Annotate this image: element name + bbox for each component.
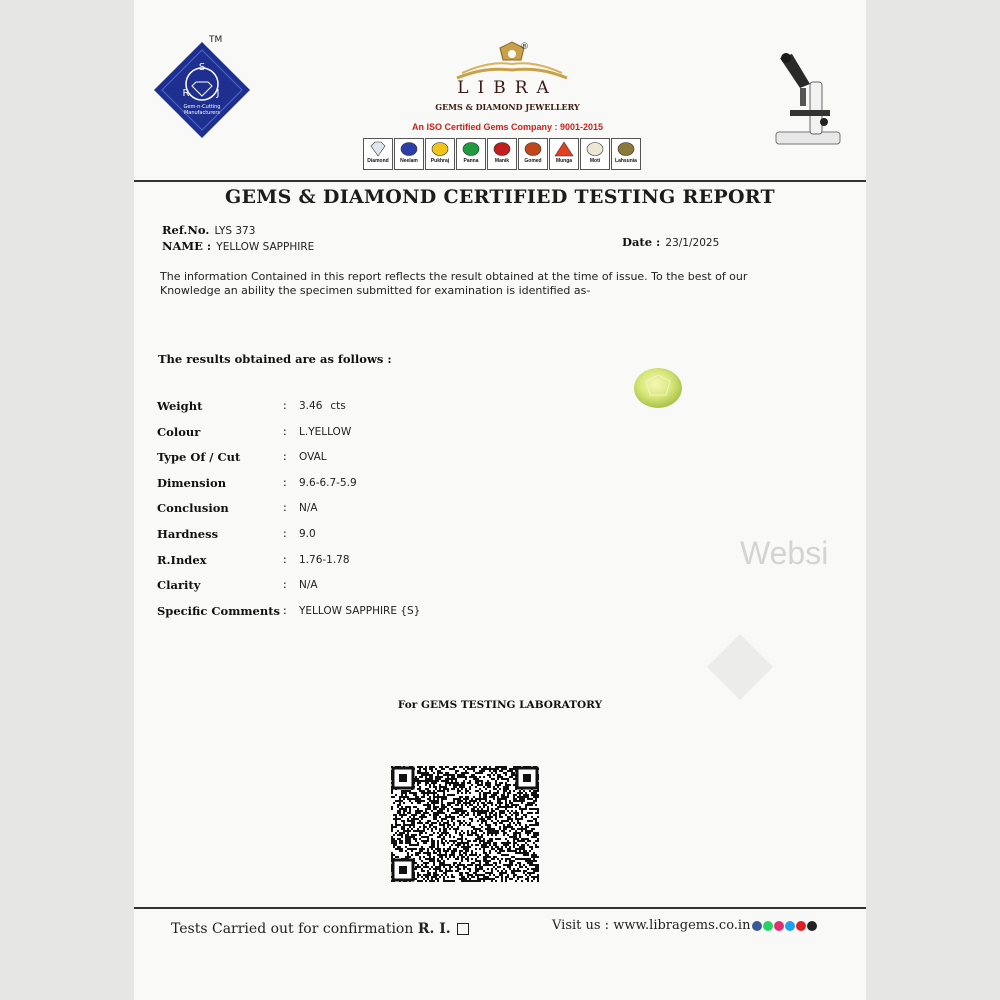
- facebook-icon[interactable]: [752, 921, 762, 931]
- result-value: [299, 400, 346, 412]
- registered-mark: ®: [520, 42, 529, 52]
- result-colon: :: [283, 424, 287, 438]
- ruby-icon: [492, 141, 512, 157]
- pinterest-icon[interactable]: [807, 921, 817, 931]
- result-value-text: N/A: [299, 579, 318, 592]
- emerald-icon: [461, 141, 481, 157]
- ref-label: Ref.No.: [162, 223, 210, 237]
- result-value-text: L.YELLOW: [299, 425, 352, 438]
- gemstone-label: Gomed: [524, 158, 542, 164]
- result-label: Specific Comments: [157, 603, 281, 618]
- svg-text:S: S: [198, 62, 206, 73]
- gemstone-label: Manik: [494, 158, 510, 164]
- result-row: [157, 501, 557, 521]
- yellow-sapphire-icon: [430, 141, 450, 157]
- result-label: R.Index: [157, 552, 207, 567]
- instagram-icon[interactable]: [774, 921, 784, 931]
- tests-text: Tests Carried out for confirmation: [171, 921, 414, 937]
- gemstone-label: Panna: [463, 158, 479, 164]
- result-value: [299, 579, 318, 591]
- visit-text[interactable]: Visit us : www.libragems.co.in: [552, 918, 751, 933]
- result-value-text: N/A: [299, 502, 318, 515]
- result-colon: :: [283, 475, 287, 489]
- result-value-text: 9.6-6.7-5.9: [299, 476, 357, 489]
- gemstone-label: Lahsunia: [615, 158, 637, 164]
- gemstone-tile: [549, 138, 579, 170]
- gemstone-photo: [624, 363, 692, 413]
- result-value: [299, 426, 351, 438]
- svg-text:Manufacturers: Manufacturers: [183, 110, 221, 116]
- result-colon: :: [283, 527, 287, 540]
- result-label: Hardness: [157, 527, 219, 541]
- microscope-icon: [770, 52, 846, 152]
- result-row: [157, 553, 557, 573]
- result-row: [157, 425, 557, 445]
- result-value: [299, 528, 316, 540]
- whatsapp-icon[interactable]: [763, 921, 773, 931]
- hessonite-icon: [523, 141, 543, 157]
- name-label: NAME :: [162, 239, 212, 253]
- result-value: [299, 554, 350, 566]
- cats-eye-icon: [616, 141, 636, 157]
- lab-signature-line: For GEMS TESTING LABORATORY: [397, 699, 603, 711]
- result-value-text: YELLOW SAPPHIRE {S}: [299, 604, 421, 617]
- brand-name: LIBRA: [457, 78, 558, 98]
- result-value-text: 9.0: [299, 528, 316, 540]
- result-row: [157, 604, 557, 624]
- result-colon: :: [283, 552, 287, 566]
- result-colon: :: [283, 578, 287, 592]
- watermark-text: Websi: [740, 535, 829, 571]
- watermark-diamond-icon: [705, 632, 775, 702]
- result-unit: cts: [330, 400, 346, 412]
- result-row: [157, 578, 557, 598]
- srj-logo-icon: [152, 40, 252, 140]
- gemstone-tile: [611, 138, 641, 170]
- result-value-text: 3.46: [299, 400, 323, 412]
- results-heading: The results obtained are as follows :: [158, 352, 392, 366]
- result-colon: :: [283, 450, 287, 464]
- gemstone-label: Pukhraj: [430, 158, 450, 164]
- gemstone-label: Munga: [555, 158, 573, 164]
- result-value: [299, 502, 318, 514]
- iso-certification: An ISO Certified Gems Company : 9001-2015: [411, 122, 604, 132]
- svg-text:Gem-n-Cutting: Gem-n-Cutting: [183, 104, 221, 110]
- gemstone-tile: [456, 138, 486, 170]
- result-label: Weight: [157, 399, 203, 413]
- result-label: Conclusion: [157, 501, 229, 516]
- gemstone-label: Diamond: [367, 158, 389, 164]
- pearl-icon: [585, 141, 605, 157]
- result-row: [157, 450, 557, 470]
- svg-text:R: R: [182, 88, 190, 99]
- result-row: [157, 527, 557, 547]
- result-colon: :: [283, 399, 287, 412]
- result-colon: :: [283, 603, 287, 617]
- gemstone-tile: [518, 138, 548, 170]
- twitter-icon[interactable]: [785, 921, 795, 931]
- ref-value: LYS 373: [214, 225, 256, 237]
- report-title: GEMS & DIAMOND CERTIFIED TESTING REPORT: [224, 186, 775, 208]
- ri-label: R. I.: [417, 921, 451, 937]
- gemstone-label: Moti: [589, 158, 601, 164]
- result-label: Type Of / Cut: [157, 450, 241, 465]
- result-value-text: 1.76-1.78: [299, 553, 350, 566]
- gemstone-tile: [394, 138, 424, 170]
- header-divider: [134, 180, 866, 182]
- intro-paragraph: The information Contained in this report reflects the result obtained at the time of issue. To the best of our Knowledge an ability the specimen submitted for examination is identified as-: [160, 270, 748, 297]
- result-value: [299, 451, 327, 463]
- result-value: [299, 605, 420, 617]
- ri-checkbox[interactable]: [457, 923, 469, 935]
- blue-sapphire-icon: [399, 141, 419, 157]
- date-value: 23/1/2025: [665, 237, 720, 249]
- gemstone-tile: [363, 138, 393, 170]
- svg-text:J: J: [216, 88, 220, 99]
- qr-code[interactable]: [391, 766, 539, 882]
- date-line: [622, 231, 719, 250]
- gemstone-tile: [580, 138, 610, 170]
- name-line: [162, 235, 314, 254]
- gemstone-strip: [363, 138, 642, 170]
- gemstone-tile: [487, 138, 517, 170]
- trademark-mark: TM: [209, 35, 223, 45]
- footer-visit-line: [552, 918, 817, 933]
- name-value: YELLOW SAPPHIRE: [216, 241, 315, 253]
- youtube-icon[interactable]: [796, 921, 806, 931]
- gemstone-label: Neelam: [400, 158, 418, 164]
- footer-tests-line: [171, 921, 469, 937]
- result-value: [299, 477, 357, 489]
- result-value-text: OVAL: [299, 451, 327, 464]
- result-label: Colour: [157, 424, 201, 439]
- result-colon: :: [283, 501, 287, 515]
- date-label: Date :: [622, 235, 661, 249]
- result-row: [157, 399, 557, 419]
- result-label: Clarity: [157, 578, 201, 593]
- coral-icon: [554, 141, 574, 157]
- brand-subtitle: GEMS & DIAMOND JEWELLERY: [435, 102, 580, 112]
- footer-divider: [134, 907, 866, 909]
- gemstone-tile: [425, 138, 455, 170]
- result-label: Dimension: [157, 475, 227, 490]
- result-row: [157, 476, 557, 496]
- diamond-gem-icon: [368, 141, 388, 157]
